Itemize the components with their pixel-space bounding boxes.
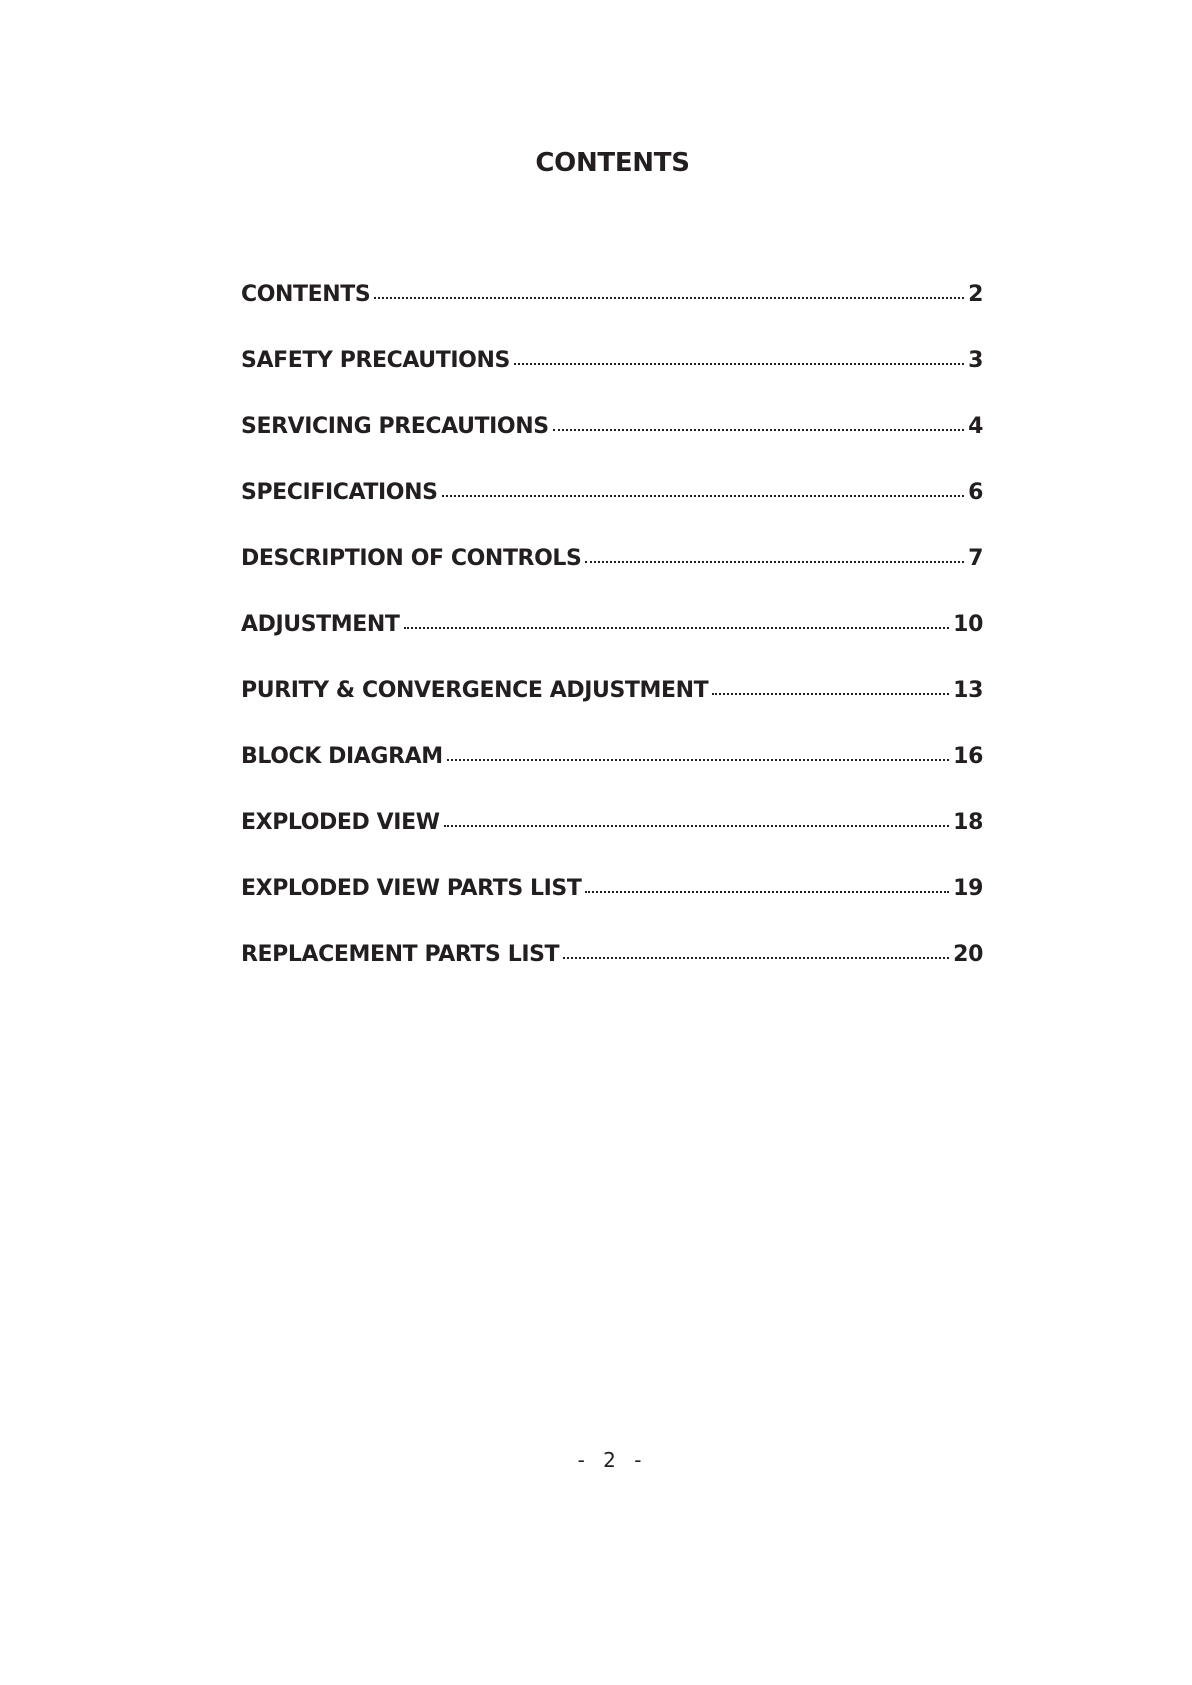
toc-entry-page: 2 [968,282,983,307]
toc-entry-purity-convergence-adjustment[interactable] [241,678,983,744]
toc-entry-label: EXPLODED VIEW [241,810,440,835]
toc-entry-page: 3 [968,348,983,373]
toc-entry-replacement-parts-list[interactable] [241,942,983,1008]
dot-leader [442,495,965,497]
toc-entry-specifications[interactable] [241,480,983,546]
toc-entry-safety-precautions[interactable] [241,348,983,414]
toc-entry-label: CONTENTS [241,282,371,307]
dot-leader [447,759,949,761]
page-title: CONTENTS [535,148,690,178]
toc-entry-page: 20 [953,942,983,967]
toc-entry-page: 13 [953,678,983,703]
toc-entry-page: 4 [968,414,983,439]
dot-leader [585,561,964,563]
dot-leader [374,297,964,299]
toc-entry-label: SAFETY PRECAUTIONS [241,348,510,373]
dot-leader [404,627,950,629]
toc-entry-label: PURITY & CONVERGENCE ADJUSTMENT [241,678,709,703]
toc-entry-description-of-controls[interactable] [241,546,983,612]
dot-leader [444,825,950,827]
toc-entry-label: SERVICING PRECAUTIONS [241,414,549,439]
toc-entry-label: SPECIFICATIONS [241,480,438,505]
toc-entry-adjustment[interactable] [241,612,983,678]
dot-leader [563,957,949,959]
dot-leader [585,891,949,893]
dot-leader [553,429,964,431]
toc-entry-label: ADJUSTMENT [241,612,400,637]
toc-entry-page: 16 [953,744,983,769]
toc-entry-page: 19 [953,876,983,901]
page-number: - 2 - [577,1448,648,1472]
toc-entry-label: BLOCK DIAGRAM [241,744,443,769]
toc-entry-label: DESCRIPTION OF CONTROLS [241,546,582,571]
toc-entry-page: 7 [968,546,983,571]
toc-entry-exploded-view[interactable] [241,810,983,876]
toc-entry-page: 18 [953,810,983,835]
table-of-contents [241,282,983,1008]
toc-entry-exploded-view-parts-list[interactable] [241,876,983,942]
toc-entry-block-diagram[interactable] [241,744,983,810]
dot-leader [712,693,949,695]
toc-entry-contents[interactable] [241,282,983,348]
toc-entry-servicing-precautions[interactable] [241,414,983,480]
toc-entry-label: EXPLODED VIEW PARTS LIST [241,876,582,901]
toc-entry-page: 6 [968,480,983,505]
toc-entry-page: 10 [953,612,983,637]
dot-leader [514,363,964,365]
toc-entry-label: REPLACEMENT PARTS LIST [241,942,560,967]
